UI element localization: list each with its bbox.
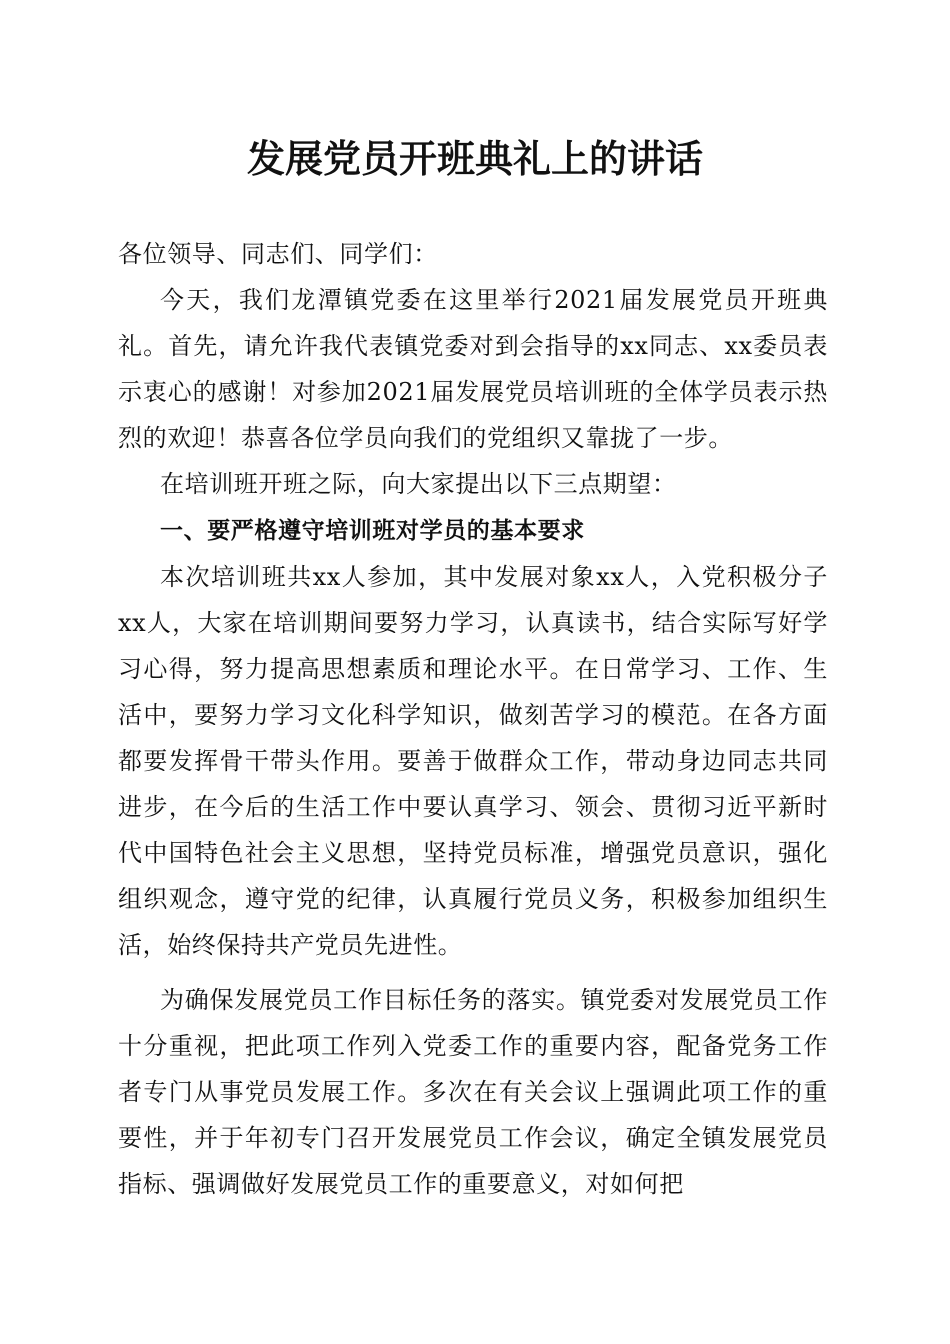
paragraph-work-implementation: 为确保发展党员工作目标任务的落实。镇党委对发展党员工作十分重视，把此项工作列入党委工作的重要内容，配备党务工作者专门从事党员发展工作。多次在有关会议上强调此项工作的重要性，并于年初专门召开发展党员工作会议，确定全镇发展党员指标、强调做好发展党员工作的重要意义，对如何把 — [118, 985, 828, 1198]
paragraph-opening: 今天，我们龙潭镇党委在这里举行2021届发展党员开班典礼。首先，请允许我代表镇党委对到会指导的xx同志、xx委员表示衷心的感谢！对参加2021届发展党员培训班的全体学员表示热烈的欢迎！恭喜各位学员向我们的党组织又靠拢了一步。 — [118, 286, 828, 453]
document-body — [118, 231, 828, 1207]
salutation: 各位领导、同志们、同学们： — [118, 240, 438, 268]
paragraph-training-requirements: 本次培训班共xx人参加，其中发展对象xx人，入党积极分子xx人，大家在培训期间要努力学习，认真读书，结合实际写好学习心得，努力提高思想素质和理论水平。在日常学习、工作、生活中，要努力学习文化科学知识，做刻苦学习的模范。在各方面都要发挥骨干带头作用。要善于做群众工作，带动身边同志共同进步，在今后的生活工作中要认真学习、领会、贯彻习近平新时代中国特色社会主义思想，坚持党员标准，增强党员意识，强化组织观念，遵守党的纪律，认真履行党员义务，积极参加组织生活，始终保持共产党员先进性。 — [118, 562, 828, 960]
paragraph-expectations-intro: 在培训班开班之际，向大家提出以下三点期望： — [160, 470, 677, 499]
section-heading-1: 一、要严格遵守培训班对学员的基本要求 — [160, 517, 585, 544]
document-title: 发展党员开班典礼上的讲话 — [246, 136, 703, 181]
